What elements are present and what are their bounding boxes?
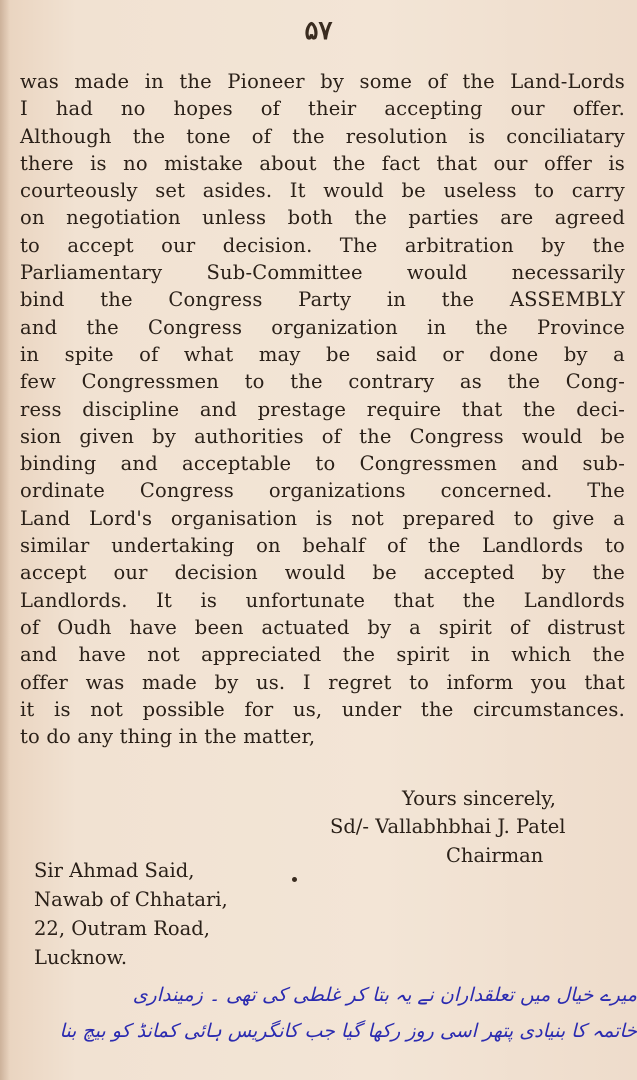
body-line: I had no hopes of their accepting our offer. — [20, 97, 625, 121]
body-line: to accept our decision. The arbitration by the — [20, 233, 625, 257]
body-line: ordinate Congress organizations concerned. The — [20, 479, 625, 503]
recipient-address — [34, 856, 228, 972]
body-line: few Congressmen to the contrary as the Cong- — [20, 370, 625, 394]
body-line: it is not possible for us, under the circumstances. — [20, 697, 625, 721]
body-line: ress discipline and prestage require that the deci- — [20, 397, 625, 421]
body-line: courteously set asides. It would be useless to carry — [20, 179, 625, 203]
signatory-title: Chairman — [446, 844, 544, 867]
address-line: 22, Outram Road, — [34, 917, 210, 940]
handwritten-note-line: خاتمہ کا بنیادی پتھر اسی روز رکھا گیا جب کانگریس ہائی کمانڈ کو بیچ بنا — [59, 1020, 637, 1042]
body-line: there is no mistake about the fact that our offer is — [20, 151, 625, 175]
handwritten-note-line: میرے خیال میں تعلقداران نے یہ بتا کر غلطی کی تھی ۔ زمینداری — [132, 984, 637, 1006]
address-line: Sir Ahmad Said, — [34, 859, 195, 882]
body-line: similar undertaking on behalf of the Landlords to — [20, 534, 625, 558]
body-line: Parliamentary Sub-Committee would necessarily — [20, 261, 625, 285]
ink-dot — [292, 877, 297, 882]
body-line: to do any thing in the matter, — [20, 725, 316, 749]
body-line: Land Lord's organisation is not prepared to give a — [20, 506, 625, 530]
body-line: of Oudh have been actuated by a spirit of distrust — [20, 615, 625, 639]
body-line: offer was made by us. I regret to inform you that — [20, 670, 625, 694]
body-line: accept our decision would be accepted by the — [20, 561, 625, 585]
body-line: binding and acceptable to Congressmen and sub- — [20, 452, 625, 476]
letter-body — [20, 68, 625, 750]
page-number: ۵۷ — [304, 16, 333, 46]
address-line: Nawab of Chhatari, — [34, 888, 228, 911]
body-line: on negotiation unless both the parties are agreed — [20, 206, 625, 230]
body-line: sion given by authorities of the Congress would be — [20, 424, 625, 448]
closing-salutation: Yours sincerely, — [402, 787, 556, 810]
signature-line: Sd/- Vallabhbhai J. Patel — [330, 815, 566, 838]
address-line: Lucknow. — [34, 946, 128, 969]
body-line: in spite of what may be said or done by a — [20, 342, 625, 366]
body-line: and the Congress organization in the Province — [20, 315, 625, 339]
page-edge-shadow — [0, 0, 10, 1080]
body-line: bind the Congress Party in the ASSEMBLY — [20, 288, 625, 312]
body-line: and have not appreciated the spirit in which the — [20, 643, 625, 667]
body-line: Landlords. It is unfortunate that the Landlords — [20, 588, 625, 612]
body-line: was made in the Pioneer by some of the Land-Lords — [20, 70, 625, 93]
body-line: Although the tone of the resolution is conciliatary — [20, 124, 625, 148]
